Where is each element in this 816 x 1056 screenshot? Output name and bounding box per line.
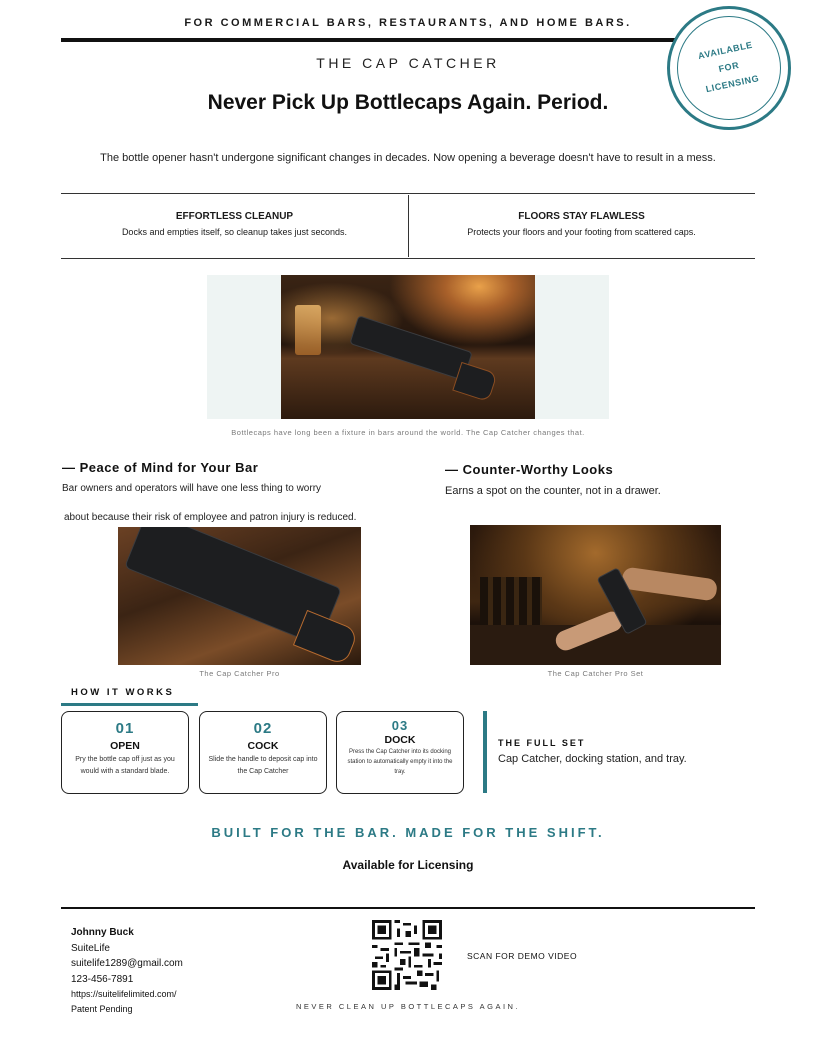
full-set-label: THE FULL SET: [498, 738, 586, 748]
arm-shape: [621, 566, 718, 601]
feature-title-floors: FLOORS STAY FLAWLESS: [518, 211, 645, 222]
brand-tagline: BUILT FOR THE BAR. MADE FOR THE SHIFT.: [211, 825, 605, 840]
product-name: THE CAP CATCHER: [316, 55, 500, 71]
top-tagline: FOR COMMERCIAL BARS, RESTAURANTS, AND HOME BARS.: [184, 17, 632, 29]
how-it-works-label: HOW IT WORKS: [71, 687, 175, 698]
feature-desc-cleanup: Docks and empties itself, so cleanup takes just seconds.: [121, 227, 348, 237]
features-bottom-divider: [61, 258, 755, 259]
contact-email-link[interactable]: suitelife1289@gmail.com: [71, 958, 183, 969]
step-card-cock: [199, 711, 327, 794]
full-set-accent-bar: [483, 711, 487, 793]
stamp-line-2: FOR: [717, 59, 741, 75]
how-it-works-underline: [61, 703, 198, 706]
step-card-open: [61, 711, 189, 794]
cap-catcher-pro-set-photo: [470, 525, 721, 665]
product-body-shape: [349, 315, 472, 381]
hero-product-photo: [281, 275, 535, 419]
step-title: DOCK: [384, 734, 416, 746]
step-description: Slide the handle to deposit cap into the Cap Catcher: [208, 756, 318, 775]
peace-of-mind-title: — Peace of Mind for Your Bar: [62, 460, 259, 475]
step-card-dock: [336, 711, 464, 794]
step-number: 01: [115, 720, 135, 737]
step-title: COCK: [247, 740, 279, 752]
step-number: 03: [391, 718, 409, 733]
top-divider: [61, 38, 681, 42]
footer-tagline: NEVER CLEAN UP BOTTLECAPS AGAIN.: [295, 1002, 521, 1011]
intro-text: The bottle opener hasn't undergone significant changes in decades. Now opening a beverage doesn't have to result in a mess.: [100, 152, 716, 164]
patent-note: Patent Pending: [71, 1004, 133, 1014]
counter-worthy-title: — Counter-Worthy Looks: [445, 462, 614, 477]
product-end-shape: [452, 362, 497, 402]
contact-phone: 123-456-7891: [71, 974, 134, 985]
step-description: Pry the bottle cap off just as you would with a standard blade.: [75, 756, 175, 775]
bottles-shape: [480, 577, 542, 631]
step-description: Press the Cap Catcher into its docking station to automatically empty it into the tray.: [347, 749, 453, 775]
peace-of-mind-line-1: Bar owners and operators will have one less thing to worry: [62, 483, 322, 494]
stamp-line-1: AVAILABLE: [697, 39, 754, 62]
cap-catcher-pro-photo: [118, 527, 361, 665]
features-top-divider: [61, 193, 755, 194]
cap-catcher-pro-caption: The Cap Catcher Pro: [199, 669, 280, 678]
stamp-line-3: LICENSING: [704, 73, 761, 95]
feature-desc-floors: Protects your floors and your footing from scattered caps.: [467, 227, 696, 237]
hero-caption: Bottlecaps have long been a fixture in bars around the world. The Cap Catcher changes that.: [231, 428, 585, 437]
feature-title-cleanup: EFFORTLESS CLEANUP: [175, 211, 294, 222]
step-number: 02: [253, 720, 273, 737]
peace-of-mind-line-2: about because their risk of employee and patron injury is reduced.: [64, 512, 357, 523]
contact-company: SuiteLife: [71, 943, 110, 954]
full-set-description: Cap Catcher, docking station, and tray.: [498, 753, 687, 765]
product-closeup-end: [293, 610, 359, 665]
counter-worthy-body: Earns a spot on the counter, not in a drawer.: [445, 485, 661, 497]
step-title: OPEN: [110, 740, 140, 752]
contact-name: Johnny Buck: [71, 927, 134, 938]
page-headline: Never Pick Up Bottlecaps Again. Period.: [207, 91, 609, 114]
beer-glass-shape: [295, 305, 321, 355]
scan-demo-label: SCAN FOR DEMO VIDEO: [467, 951, 578, 961]
features-center-divider: [408, 195, 409, 257]
footer-divider: [61, 907, 755, 909]
qr-code-icon[interactable]: [372, 920, 442, 990]
licensing-note: Available for Licensing: [342, 858, 474, 872]
contact-website-link[interactable]: https://suitelifelimited.com/: [71, 989, 177, 999]
cap-catcher-pro-set-caption: The Cap Catcher Pro Set: [547, 669, 644, 678]
